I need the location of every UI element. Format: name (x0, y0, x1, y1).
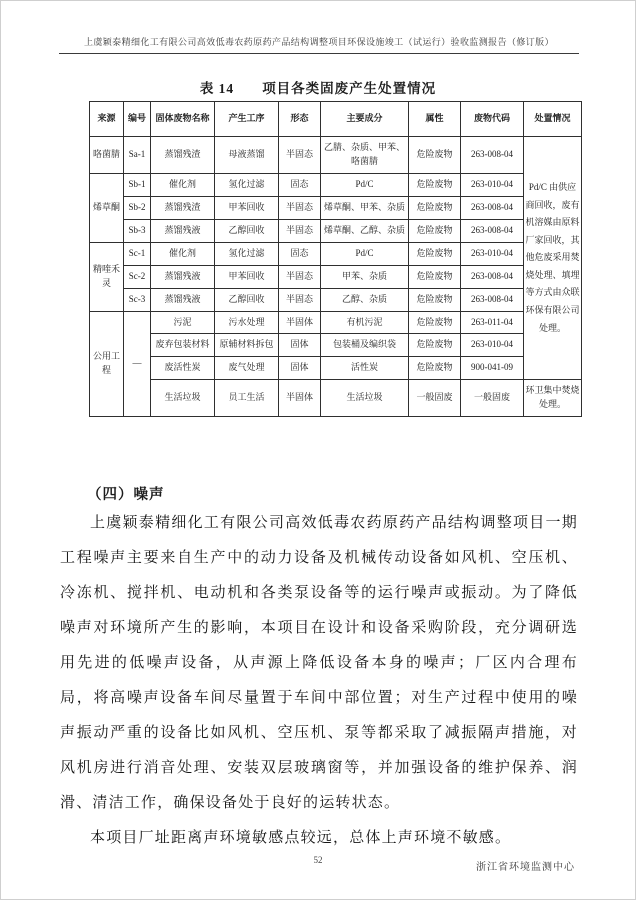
attribute-cell: 危险废物 (409, 334, 461, 357)
waste-name-cell: 污泥 (151, 311, 215, 334)
process-cell: 原辅材料拆包 (215, 334, 279, 357)
components-cell: Pd/C (321, 242, 409, 265)
table-row (90, 196, 582, 219)
table-row (90, 137, 582, 174)
components-cell: 烯草酮、乙醇、杂质 (321, 219, 409, 242)
process-cell: 乙醇回收 (215, 219, 279, 242)
components-cell: 烯草酮、甲苯、杂质 (321, 196, 409, 219)
column-header: 编号 (124, 102, 151, 137)
source-cell: 公用工程 (90, 311, 124, 417)
id-cell: Sc-3 (124, 288, 151, 311)
components-cell: 生活垃圾 (321, 380, 409, 417)
attribute-cell: 危险废物 (409, 265, 461, 288)
code-cell: 263-008-04 (461, 219, 524, 242)
table-title (1, 77, 635, 97)
form-cell: 半固态 (279, 219, 321, 242)
code-cell: 263-008-04 (461, 196, 524, 219)
form-cell: 半固态 (279, 137, 321, 174)
process-cell: 甲苯回收 (215, 196, 279, 219)
attribute-cell: 危险废物 (409, 311, 461, 334)
form-cell: 半固态 (279, 196, 321, 219)
table-caption: 项目各类固废产生处置情况 (262, 81, 437, 96)
column-header: 来源 (90, 102, 124, 137)
components-cell: 包装桶及编织袋 (321, 334, 409, 357)
process-cell: 氢化过滤 (215, 242, 279, 265)
table-row (90, 334, 582, 357)
form-cell: 半固态 (279, 288, 321, 311)
attribute-cell: 危险废物 (409, 219, 461, 242)
disposal-cell: 环卫集中焚烧处理。 (524, 380, 582, 417)
waste-name-cell: 蒸馏残渣 (151, 137, 215, 174)
id-cell: Sc-1 (124, 242, 151, 265)
table-row (90, 288, 582, 311)
source-cell: 咯菌腈 (90, 137, 124, 174)
waste-name-cell: 废活性炭 (151, 357, 215, 380)
code-cell: 263-008-04 (461, 288, 524, 311)
column-header: 产生工序 (215, 102, 279, 137)
id-cell: Sb-1 (124, 173, 151, 196)
noise-paragraph-1: 上虞颖泰精细化工有限公司高效低毒农药原药产品结构调整项目一期工程噪声主要来自生产中的动力设备及机械传动设备如风机、空压机、冷冻机、搅拌机、电动机和各类泵设备等的运行噪声或振动。为了降低噪声对环境所产生的影响，本项目在设计和设备采购阶段，充分调研选用先进的低噪声设备，从声源上降低设备本身的噪声；厂区内合理布局，将高噪声设备车间尽量置于车间中部位置；对生产过程中使用的噪声振动严重的设备比如风机、空压机、泵等都采取了减振隔声措施，对风机房进行消音处理、安装双层玻璃窗等，并加强设备的维护保养、润滑、清洁工作，确保设备处于良好的运转状态。 (60, 515, 578, 811)
waste-table-body (90, 137, 582, 417)
noise-paragraph-2: 本项目厂址距离声环境敏感点较远，总体上声环境不敏感。 (90, 830, 512, 846)
id-cell: Sc-2 (124, 265, 151, 288)
source-cell: 精喹禾灵 (90, 242, 124, 311)
code-cell: 263-010-04 (461, 173, 524, 196)
components-cell: Pd/C (321, 173, 409, 196)
components-cell: 有机污泥 (321, 311, 409, 334)
form-cell: 半固体 (279, 380, 321, 417)
code-cell: 263-011-04 (461, 311, 524, 334)
waste-name-cell: 蒸馏残液 (151, 219, 215, 242)
form-cell: 半固态 (279, 265, 321, 288)
code-cell: 263-008-04 (461, 265, 524, 288)
waste-name-cell: 废弃包装材料 (151, 334, 215, 357)
attribute-cell: 危险废物 (409, 137, 461, 174)
id-cell: Sb-2 (124, 196, 151, 219)
waste-name-cell: 蒸馏残液 (151, 288, 215, 311)
column-header: 形态 (279, 102, 321, 137)
table-row (90, 265, 582, 288)
process-cell: 氢化过滤 (215, 173, 279, 196)
source-cell: 烯草酮 (90, 173, 124, 242)
code-cell: 263-008-04 (461, 137, 524, 174)
form-cell: 固体 (279, 334, 321, 357)
code-cell: 900-041-09 (461, 357, 524, 380)
waste-name-cell: 催化剂 (151, 242, 215, 265)
attribute-cell: 危险废物 (409, 196, 461, 219)
attribute-cell: 一般固废 (409, 380, 461, 417)
process-cell: 母液蒸馏 (215, 137, 279, 174)
components-cell: 活性炭 (321, 357, 409, 380)
waste-disposal-table (89, 101, 582, 417)
attribute-cell: 危险废物 (409, 288, 461, 311)
table-header-row (90, 102, 582, 137)
id-cell: Sb-3 (124, 219, 151, 242)
column-header: 处置情况 (524, 102, 582, 137)
id-cell: — (124, 311, 151, 417)
process-cell: 甲苯回收 (215, 265, 279, 288)
column-header: 主要成分 (321, 102, 409, 137)
table-row (90, 219, 582, 242)
code-cell: 263-010-04 (461, 242, 524, 265)
waste-name-cell: 蒸馏残液 (151, 265, 215, 288)
section-heading: （四）噪声 (87, 487, 165, 503)
footer-organization: 浙江省环境监测中心 (476, 862, 575, 873)
components-cell: 乙醇、杂质 (321, 288, 409, 311)
waste-name-cell: 生活垃圾 (151, 380, 215, 417)
code-cell: 一般固废 (461, 380, 524, 417)
form-cell: 固体 (279, 357, 321, 380)
waste-name-cell: 催化剂 (151, 173, 215, 196)
code-cell: 263-010-04 (461, 334, 524, 357)
process-cell: 污水处理 (215, 311, 279, 334)
process-cell: 乙醇回收 (215, 288, 279, 311)
process-cell: 员工生活 (215, 380, 279, 417)
table-row (90, 311, 582, 334)
components-cell: 乙腈、杂质、甲苯、咯菌腈 (321, 137, 409, 174)
column-header: 废物代码 (461, 102, 524, 137)
table-row (90, 173, 582, 196)
form-cell: 固态 (279, 242, 321, 265)
waste-name-cell: 蒸馏残渣 (151, 196, 215, 219)
table-row (90, 242, 582, 265)
components-cell: 甲苯、杂质 (321, 265, 409, 288)
column-header: 属性 (409, 102, 461, 137)
running-header: 上虞颖泰精细化工有限公司高效低毒农药原药产品结构调整项目环保设施竣工（试运行）验收监测报告（修订版） (59, 35, 579, 54)
table-row (90, 357, 582, 380)
process-cell: 废气处理 (215, 357, 279, 380)
page-number: 52 (313, 855, 323, 865)
disposal-cell: Pd/C 由供应商回收，废有机溶媒由原料厂家回收，其他危废采用焚烧处理、填埋等方式由众联环保有限公司处理。 (524, 137, 582, 380)
attribute-cell: 危险废物 (409, 242, 461, 265)
attribute-cell: 危险废物 (409, 357, 461, 380)
column-header: 固体废物名称 (151, 102, 215, 137)
table-number: 表 14 (199, 81, 235, 96)
attribute-cell: 危险废物 (409, 173, 461, 196)
id-cell: Sa-1 (124, 137, 151, 174)
form-cell: 固态 (279, 173, 321, 196)
table-row (90, 380, 582, 417)
form-cell: 半固体 (279, 311, 321, 334)
